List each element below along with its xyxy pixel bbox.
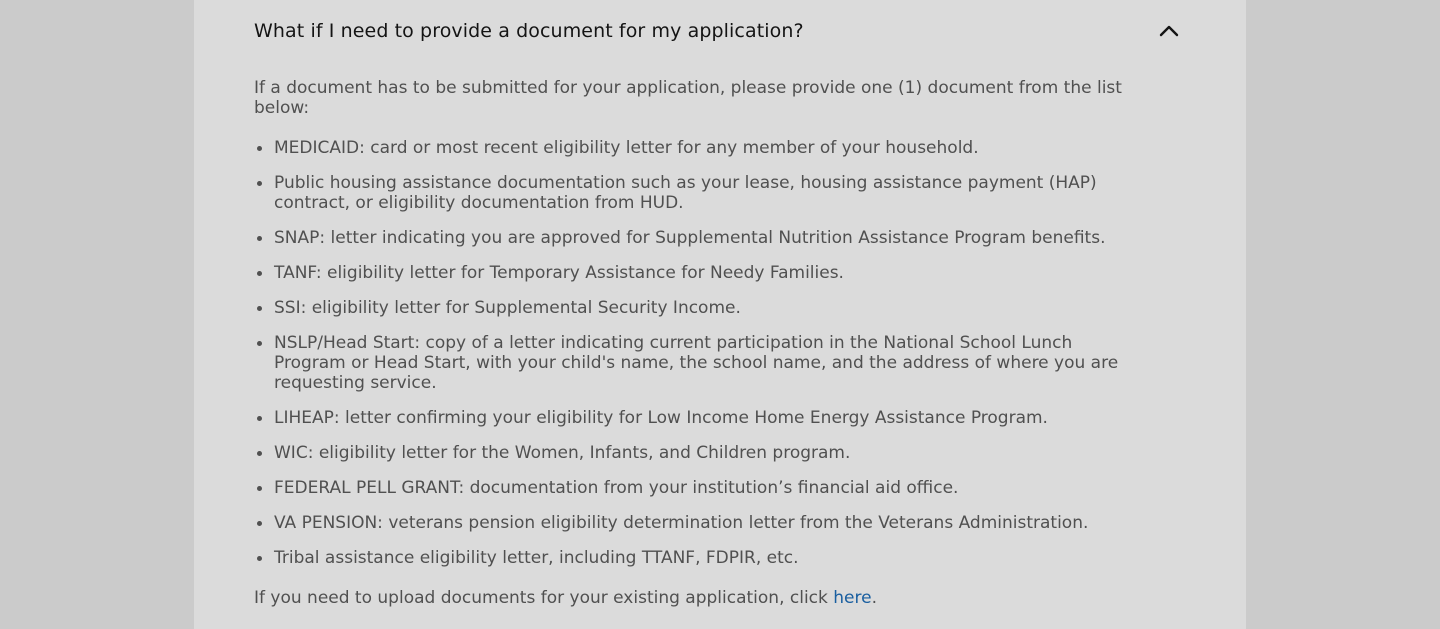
list-item: TANF: eligibility letter for Temporary Assistance for Needy Families. xyxy=(254,263,1134,283)
faq-panel xyxy=(194,0,1246,629)
list-item: LIHEAP: letter confirming your eligibility for Low Income Home Energy Assistance Program. xyxy=(254,408,1134,428)
faq-accordion-header[interactable] xyxy=(254,0,1184,62)
list-item: SNAP: letter indicating you are approved for Supplemental Nutrition Assistance Program benefits. xyxy=(254,228,1134,248)
list-item: FEDERAL PELL GRANT: documentation from your institution’s financial aid office. xyxy=(254,478,1134,498)
upload-documents-link[interactable]: here xyxy=(833,588,872,608)
list-item: Public housing assistance documentation such as your lease, housing assistance payment (HAP) contract, or eligibility documentation from HUD. xyxy=(254,173,1134,213)
outro-suffix: . xyxy=(871,588,877,608)
faq-answer xyxy=(254,78,1134,608)
chevron-up-icon[interactable] xyxy=(1158,20,1180,42)
faq-intro: If a document has to be submitted for your application, please provide one (1) document from the list below: xyxy=(254,78,1122,118)
list-item: SSI: eligibility letter for Supplemental Security Income. xyxy=(254,298,1134,318)
list-item: WIC: eligibility letter for the Women, Infants, and Children program. xyxy=(254,443,1134,463)
faq-question: What if I need to provide a document for my application? xyxy=(254,20,804,42)
list-item: NSLP/Head Start: copy of a letter indicating current participation in the National School Lunch Program or Head Start, with your child's name, the school name, and the address of where you are requesting service. xyxy=(254,333,1134,393)
list-item: VA PENSION: veterans pension eligibility determination letter from the Veterans Administration. xyxy=(254,513,1134,533)
list-item: Tribal assistance eligibility letter, including TTANF, FDPIR, etc. xyxy=(254,548,1134,568)
list-item: MEDICAID: card or most recent eligibility letter for any member of your household. xyxy=(254,138,1134,158)
faq-outro xyxy=(254,588,1134,608)
document-list xyxy=(254,138,1134,568)
outro-prefix: If you need to upload documents for your existing application, click xyxy=(254,588,834,608)
